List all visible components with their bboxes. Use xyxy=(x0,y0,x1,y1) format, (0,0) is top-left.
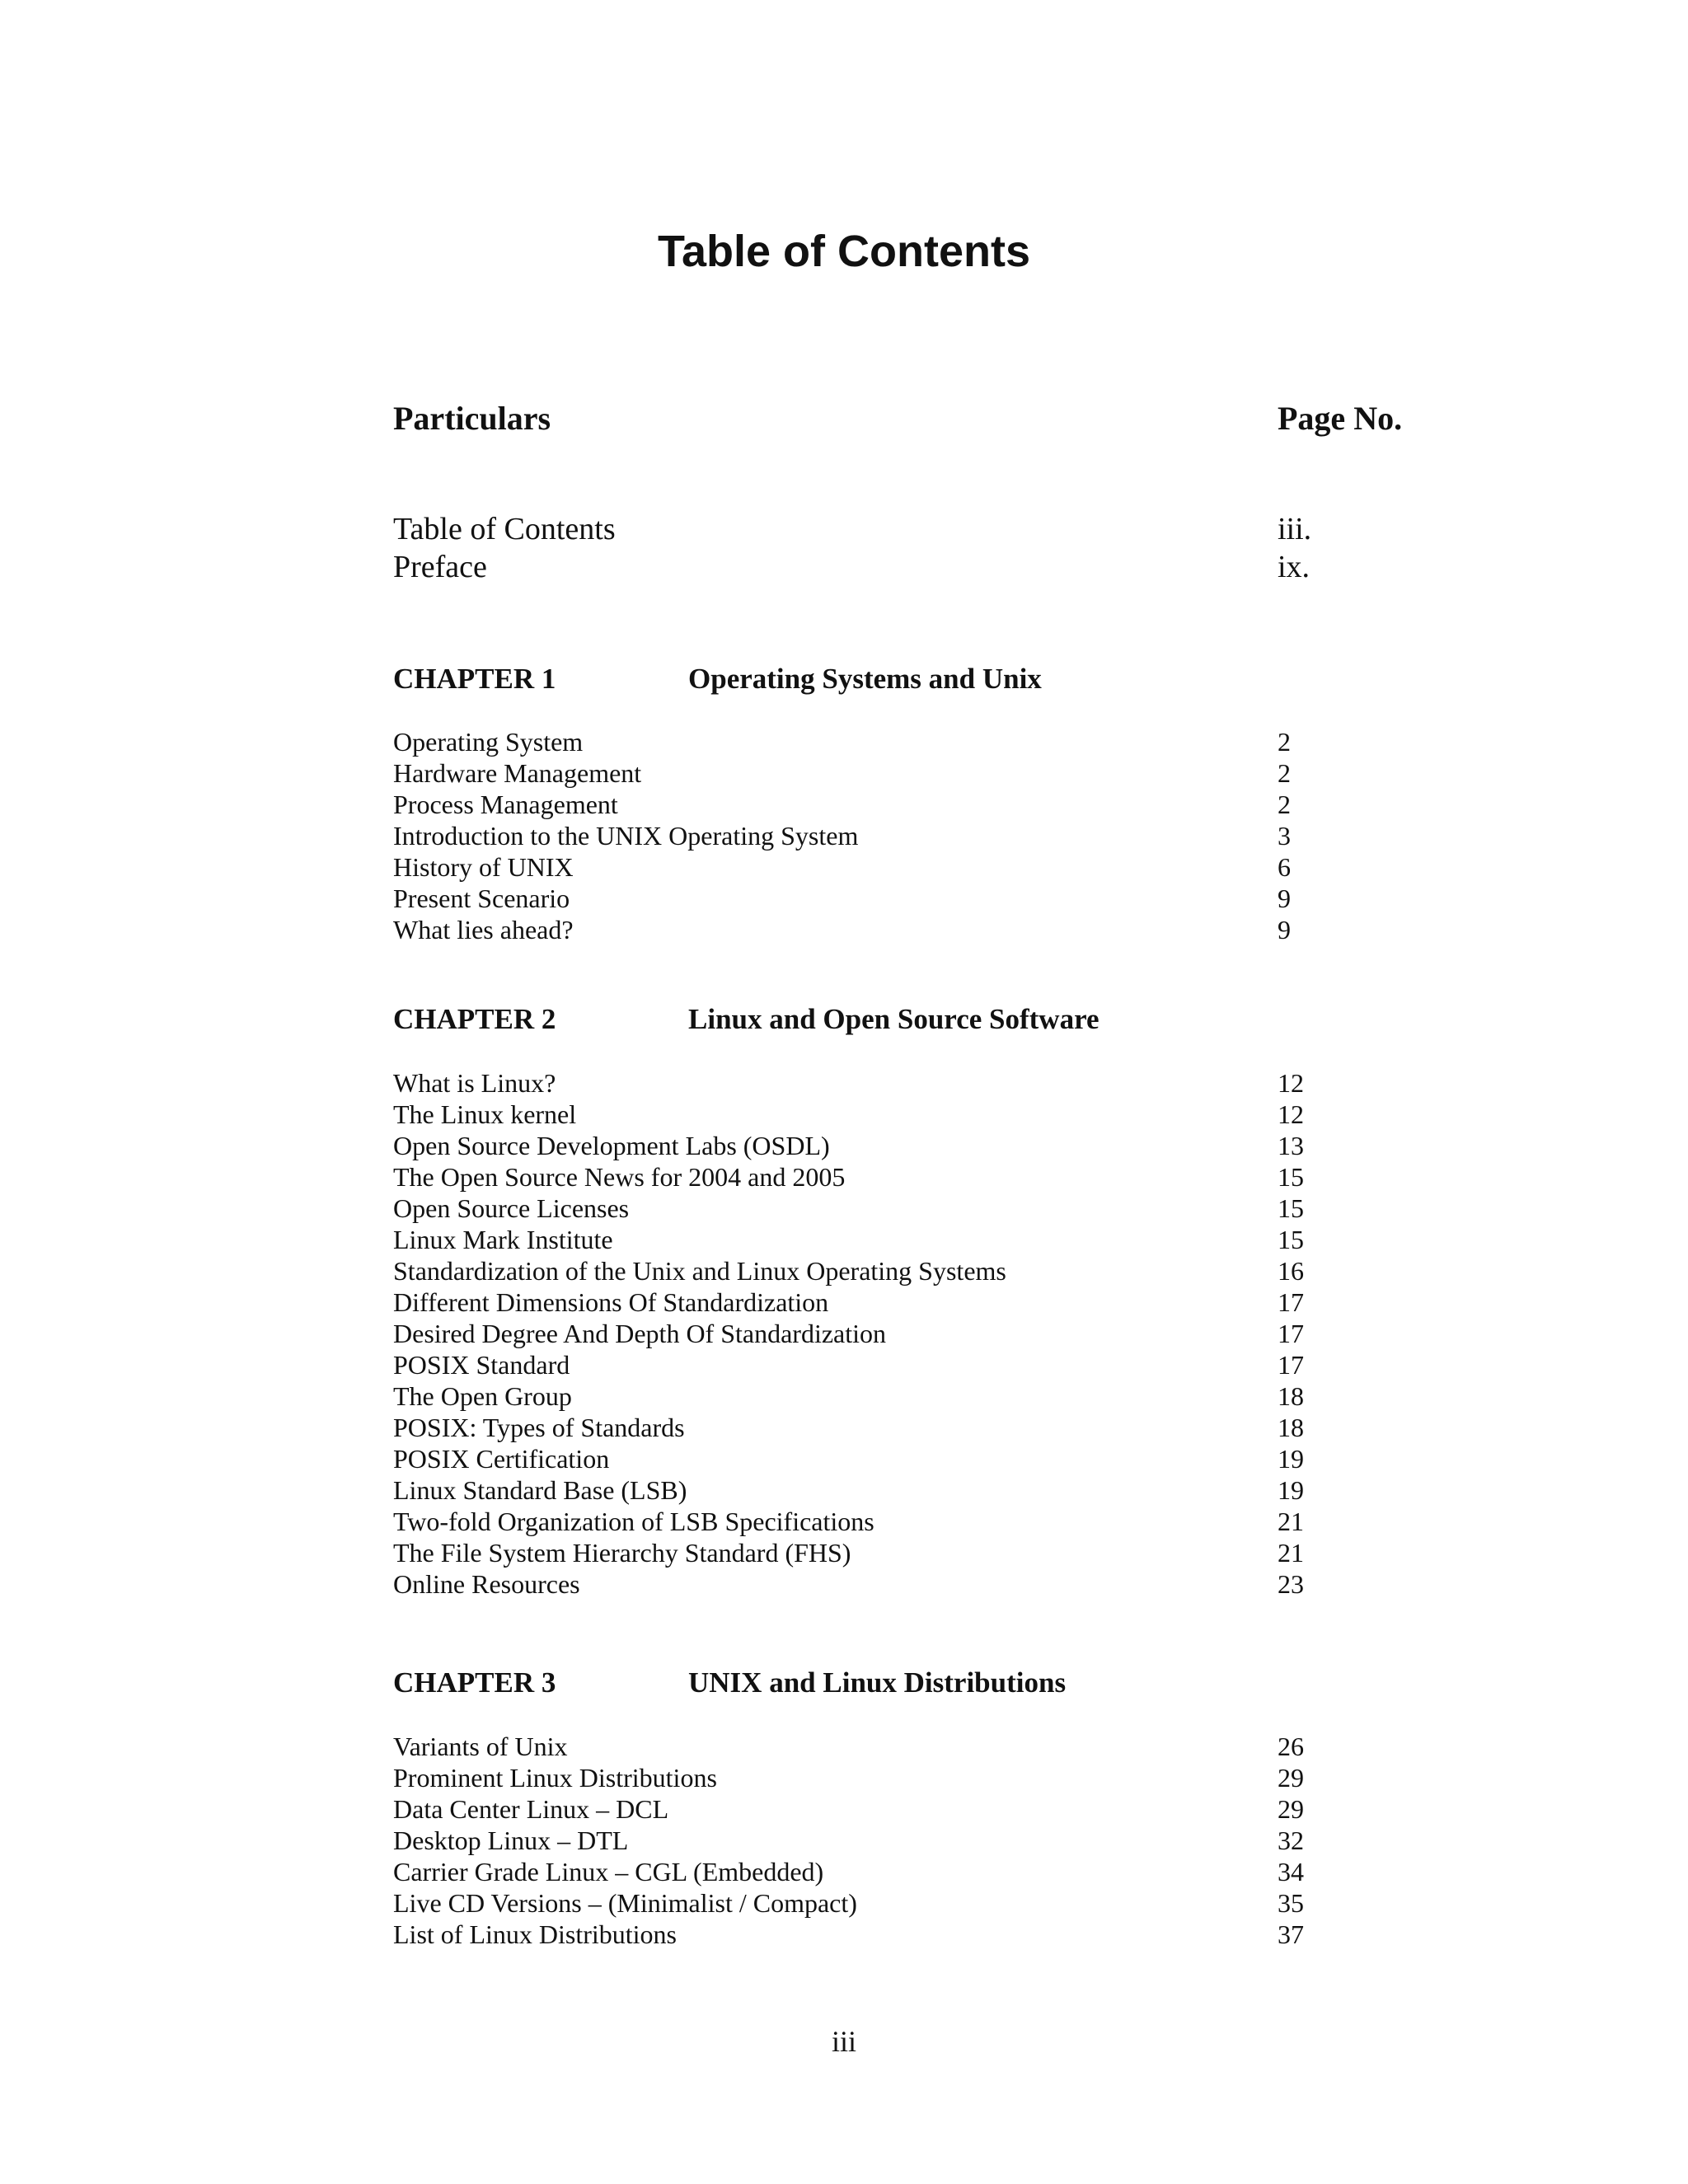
toc-entry-page: 17 xyxy=(1278,1350,1304,1380)
toc-entry-page: 9 xyxy=(1278,915,1291,944)
toc-entry[interactable] xyxy=(393,510,1366,548)
chapter-3-entries xyxy=(393,1731,1366,1950)
toc-entry-label: Data Center Linux – DCL xyxy=(393,1794,669,1824)
toc-entry-page: 17 xyxy=(1278,1319,1304,1348)
toc-entry-label: The File System Hierarchy Standard (FHS) xyxy=(393,1538,851,1568)
toc-entry-label: The Open Source News for 2004 and 2005 xyxy=(393,1162,846,1192)
toc-entry-label: Online Resources xyxy=(393,1569,580,1599)
toc-entry-page: 13 xyxy=(1278,1131,1304,1160)
toc-entry[interactable] xyxy=(393,1067,1366,1099)
toc-entry[interactable] xyxy=(393,1443,1366,1474)
particulars-column-header: Particulars xyxy=(393,400,551,437)
toc-entry[interactable] xyxy=(393,1568,1366,1600)
toc-entry-label: Process Management xyxy=(393,790,618,819)
toc-entry-label: Standardization of the Unix and Linux Operating Systems xyxy=(393,1256,1006,1286)
page-number-footer: iii xyxy=(831,2025,856,2058)
toc-entry-page: 21 xyxy=(1278,1538,1304,1568)
toc-entry[interactable] xyxy=(393,1919,1366,1950)
front-matter-list xyxy=(393,510,1366,586)
toc-entry-page: 15 xyxy=(1278,1225,1304,1254)
toc-entry-page: 12 xyxy=(1278,1068,1304,1098)
toc-entry-label: Live CD Versions – (Minimalist / Compact) xyxy=(393,1888,857,1918)
toc-entry-page: 15 xyxy=(1278,1193,1304,1223)
toc-entry-page: 19 xyxy=(1278,1444,1304,1474)
toc-entry-label: Two-fold Organization of LSB Specifications xyxy=(393,1507,874,1536)
toc-entry[interactable] xyxy=(393,548,1366,586)
toc-entry-label: POSIX: Types of Standards xyxy=(393,1413,685,1442)
toc-entry-label: POSIX Standard xyxy=(393,1350,570,1380)
toc-entry[interactable] xyxy=(393,1412,1366,1443)
toc-entry[interactable] xyxy=(393,1731,1366,1762)
toc-entry[interactable] xyxy=(393,1130,1366,1161)
toc-entry[interactable] xyxy=(393,726,1366,757)
toc-entry-label: History of UNIX xyxy=(393,852,574,882)
toc-entry-label: List of Linux Distributions xyxy=(393,1919,677,1949)
toc-entry-label: Different Dimensions Of Standardization xyxy=(393,1287,829,1317)
toc-entry-page: 2 xyxy=(1278,727,1291,757)
chapter-1-entries xyxy=(393,726,1366,945)
toc-entry[interactable] xyxy=(393,1474,1366,1506)
toc-entry-page: iii. xyxy=(1278,512,1312,546)
chapter-2-entries xyxy=(393,1067,1366,1600)
toc-entry-label: Table of Contents xyxy=(393,512,616,546)
page-no-column-header: Page No. xyxy=(1278,400,1403,437)
toc-entry-label: Present Scenario xyxy=(393,883,570,913)
toc-entry[interactable] xyxy=(393,1887,1366,1919)
toc-entry-page: 2 xyxy=(1278,790,1291,819)
chapter-title: UNIX and Linux Distributions xyxy=(688,1666,1067,1699)
chapter-title: Linux and Open Source Software xyxy=(688,1003,1100,1035)
toc-entry-label: Desktop Linux – DTL xyxy=(393,1825,629,1855)
page-title: Table of Contents xyxy=(658,227,1030,276)
toc-entry-page: 9 xyxy=(1278,883,1291,913)
toc-entry[interactable] xyxy=(393,820,1366,851)
toc-entry[interactable] xyxy=(393,757,1366,789)
toc-entry-page: 6 xyxy=(1278,852,1291,882)
toc-entry-label: Introduction to the UNIX Operating System xyxy=(393,821,859,851)
toc-entry-page: 32 xyxy=(1278,1825,1304,1855)
toc-entry[interactable] xyxy=(393,914,1366,945)
chapter-number: CHAPTER 1 xyxy=(393,663,556,695)
toc-entry-label: Open Source Licenses xyxy=(393,1193,630,1223)
toc-entry-page: 34 xyxy=(1278,1857,1304,1886)
toc-entry-label: Carrier Grade Linux – CGL (Embedded) xyxy=(393,1857,824,1886)
toc-entry-page: 35 xyxy=(1278,1888,1304,1918)
toc-entry-page: 19 xyxy=(1278,1475,1304,1505)
toc-entry-page: 2 xyxy=(1278,758,1291,788)
toc-entry[interactable] xyxy=(393,1537,1366,1568)
toc-entry-page: 3 xyxy=(1278,821,1291,851)
toc-entry[interactable] xyxy=(393,789,1366,820)
toc-entry[interactable] xyxy=(393,1318,1366,1349)
toc-entry-page: 26 xyxy=(1278,1732,1304,1761)
toc-entry-label: What is Linux? xyxy=(393,1068,556,1098)
toc-entry-label: The Open Group xyxy=(393,1381,572,1411)
toc-entry-label: Desired Degree And Depth Of Standardization xyxy=(393,1319,887,1348)
toc-entry[interactable] xyxy=(393,1193,1366,1224)
toc-entry[interactable] xyxy=(393,1380,1366,1412)
toc-entry-page: 15 xyxy=(1278,1162,1304,1192)
toc-entry-label: Linux Mark Institute xyxy=(393,1225,613,1254)
toc-entry[interactable] xyxy=(393,1099,1366,1130)
toc-entry[interactable] xyxy=(393,1224,1366,1255)
toc-entry-label: Operating System xyxy=(393,727,584,757)
toc-entry-page: 17 xyxy=(1278,1287,1304,1317)
toc-entry-label: Prominent Linux Distributions xyxy=(393,1763,717,1793)
toc-entry-label: Open Source Development Labs (OSDL) xyxy=(393,1131,830,1160)
toc-entry-page: 18 xyxy=(1278,1381,1304,1411)
toc-entry[interactable] xyxy=(393,1255,1366,1286)
toc-entry-label: What lies ahead? xyxy=(393,915,574,944)
toc-entry-page: 18 xyxy=(1278,1413,1304,1442)
toc-entry[interactable] xyxy=(393,1161,1366,1193)
toc-entry-label: Hardware Management xyxy=(393,758,642,788)
toc-entry[interactable] xyxy=(393,883,1366,914)
toc-entry[interactable] xyxy=(393,1762,1366,1793)
toc-entry-label: POSIX Certification xyxy=(393,1444,610,1474)
chapter-number: CHAPTER 3 xyxy=(393,1666,556,1699)
toc-entry-page: 23 xyxy=(1278,1569,1304,1599)
toc-entry-page: 12 xyxy=(1278,1099,1304,1129)
toc-entry-label: Preface xyxy=(393,550,487,584)
toc-entry-label: Variants of Unix xyxy=(393,1732,568,1761)
toc-entry-page: 29 xyxy=(1278,1763,1304,1793)
toc-entry[interactable] xyxy=(393,1856,1366,1887)
toc-entry-page: 16 xyxy=(1278,1256,1304,1286)
chapter-title: Operating Systems and Unix xyxy=(688,663,1042,695)
toc-entry-page: 29 xyxy=(1278,1794,1304,1824)
toc-entry[interactable] xyxy=(393,1793,1366,1825)
chapter-number: CHAPTER 2 xyxy=(393,1003,556,1035)
toc-entry-label: Linux Standard Base (LSB) xyxy=(393,1475,687,1505)
toc-entry[interactable] xyxy=(393,1506,1366,1537)
toc-entry-page: ix. xyxy=(1278,550,1311,584)
toc-entry[interactable] xyxy=(393,851,1366,883)
toc-entry[interactable] xyxy=(393,1825,1366,1856)
toc-entry[interactable] xyxy=(393,1349,1366,1380)
toc-entry-page: 37 xyxy=(1278,1919,1304,1949)
toc-entry-page: 21 xyxy=(1278,1507,1304,1536)
toc-entry-label: The Linux kernel xyxy=(393,1099,577,1129)
toc-entry[interactable] xyxy=(393,1286,1366,1318)
